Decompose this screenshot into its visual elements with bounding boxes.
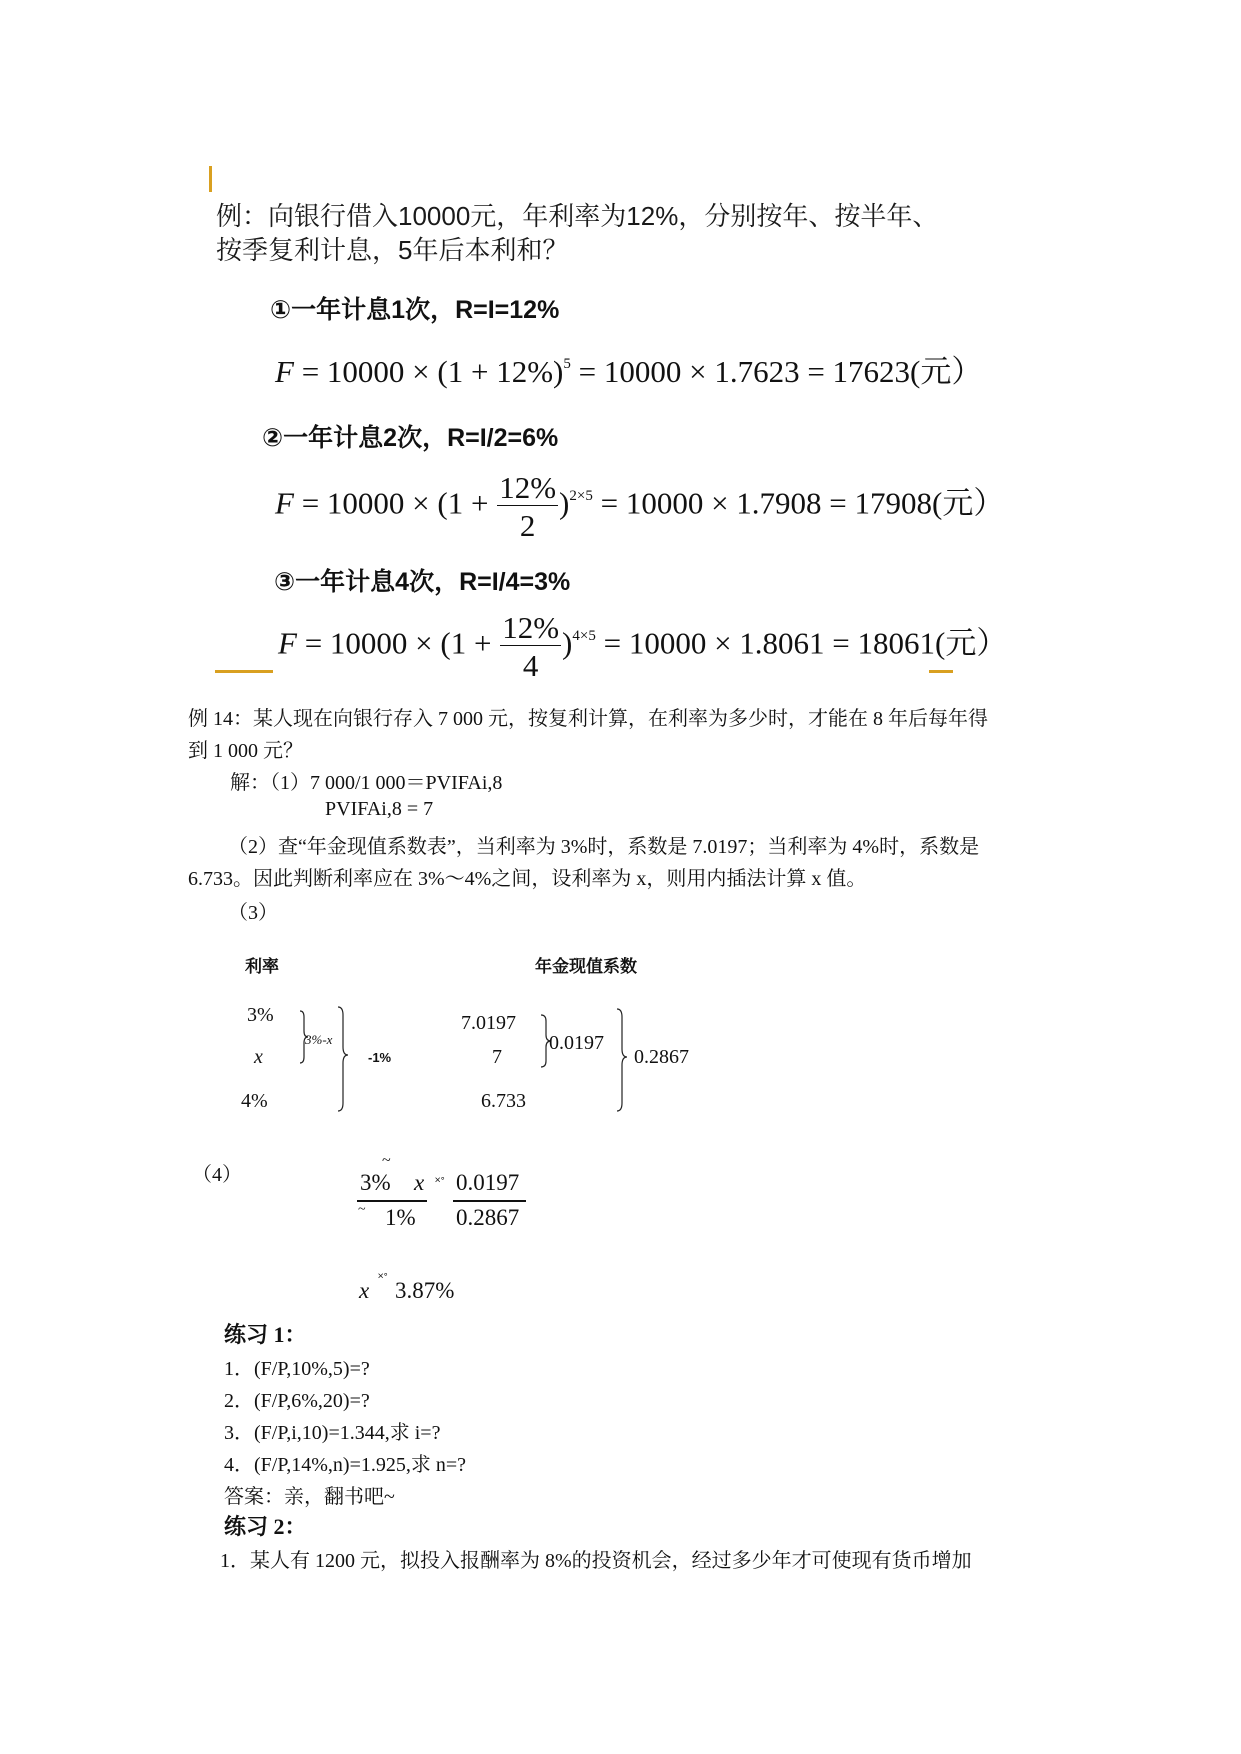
coef-mid: 7 — [492, 1046, 502, 1068]
step4-den-right: 0.2867 — [456, 1205, 520, 1230]
practice1-item-1: 1．(F/P,10%,5)=? — [224, 1358, 370, 1380]
slide-underline-right — [929, 670, 953, 673]
step4-num-left: 3% — [360, 1170, 391, 1195]
solution-step3: （3） — [228, 902, 278, 924]
case1-formula: $F = 10000 \times (1 + 12\%)^5 = 10000 \times 1.7623 = 17623$(元） — [275, 354, 983, 389]
case2-heading: ②一年计息2次，R=I/2=6% — [262, 424, 559, 452]
case2-formula: F = 10000 × (1 + $\frac{12\%}{2}$ )$^{2\times 5}$ = 10000 × 1.7908 = 17908(元） — [275, 470, 1005, 543]
rate-top: 3% — [247, 1004, 274, 1026]
table-header-coefficient: 年金现值系数 — [535, 957, 637, 976]
practice2-title: 练习 2： — [224, 1514, 307, 1539]
step4-label: （4） — [192, 1164, 242, 1186]
step4-fraction-line-right — [453, 1200, 526, 1202]
practice1-item-2: 2．(F/P,6%,20)=? — [224, 1390, 370, 1412]
step4-den-left: 1% — [385, 1205, 416, 1230]
rate-braces — [290, 1005, 350, 1115]
example14-line2: 到 1 000 元？ — [188, 740, 303, 762]
step4-result-value: 3.87% — [395, 1278, 455, 1303]
coef-braces — [535, 1005, 635, 1115]
step4-approx-sign: ˟˚ — [435, 1176, 446, 1191]
practice1-answer: 答案：亲，翻书吧~ — [224, 1486, 395, 1508]
practice1-title: 练习 1： — [224, 1322, 307, 1347]
case3-formula: F = 10000 × (1 + $\frac{12\%}{4}$ )$^{4\times 5}$ = 10000 × 1.8061 = 18061(元） — [278, 610, 1008, 683]
coef-bot: 6.733 — [481, 1090, 526, 1112]
rate-diff-small: 3%-x — [305, 1032, 333, 1047]
solution-step1b: PVIFAi,8 = 7 — [325, 798, 434, 820]
step4-num-x: x — [414, 1170, 425, 1195]
coef-top: 7.0197 — [461, 1012, 516, 1034]
coef-diff-big: 0.2867 — [634, 1046, 689, 1068]
case3-heading: ③一年计息4次，R=I/4=3% — [274, 568, 571, 596]
step4-num-right: 0.0197 — [456, 1170, 520, 1195]
coef-diff-small: 0.0197 — [549, 1032, 604, 1054]
solution-step1: 解：（1）7 000/1 000＝PVIFAi,8 — [230, 772, 503, 794]
practice2-item-1: 1．某人有 1200 元，拟投入报酬率为 8%的投资机会，经过多少年才可使现有货币增加 — [220, 1550, 972, 1572]
slide-question-line1: 例：向银行借入10000元，年利率为12%，分别按年、按半年、 — [216, 201, 939, 231]
step4-result-approx: ˟˚ — [378, 1272, 389, 1287]
step4-result-x: x — [359, 1278, 370, 1303]
rate-diff-big: -1% — [368, 1050, 392, 1065]
step4-num-tilde: ~ — [382, 1152, 391, 1169]
practice1-item-3: 3．(F/P,i,10)=1.344,求 i=? — [224, 1422, 441, 1444]
solution-step2a: （2）查“年金现值系数表”，当利率为 3%时，系数是 7.0197；当利率为 4%时，系数是 — [228, 836, 980, 858]
step4-fraction-line-left — [357, 1200, 427, 1202]
example14-line1: 例 14：某人现在向银行存入 7 000 元，按复利计算，在利率为多少时，才能在 8 年后每年得 — [188, 708, 988, 730]
practice1-item-4: 4．(F/P,14%,n)=1.925,求 n=? — [224, 1454, 467, 1476]
slide-underline-left — [215, 670, 273, 673]
rate-bot: 4% — [241, 1090, 268, 1112]
case2-fraction: $\frac{12\%}{2}$ — [499, 470, 557, 543]
solution-step2b: 6.733。因此判断利率应在 3%～4%之间，设利率为 x，则用内插法计算 x 值。 — [188, 868, 867, 890]
rate-mid: x — [254, 1046, 263, 1068]
table-header-rate: 利率 — [245, 957, 279, 976]
slide-question-line2: 按季复利计息，5年后本利和？ — [216, 235, 569, 265]
case3-fraction: $\frac{12\%}{4}$ — [502, 610, 560, 683]
case1-heading: ①一年计息1次，R=I=12% — [270, 296, 560, 324]
slide-cursor-bar — [209, 166, 212, 192]
step4-den-tilde: ~ — [358, 1202, 366, 1217]
